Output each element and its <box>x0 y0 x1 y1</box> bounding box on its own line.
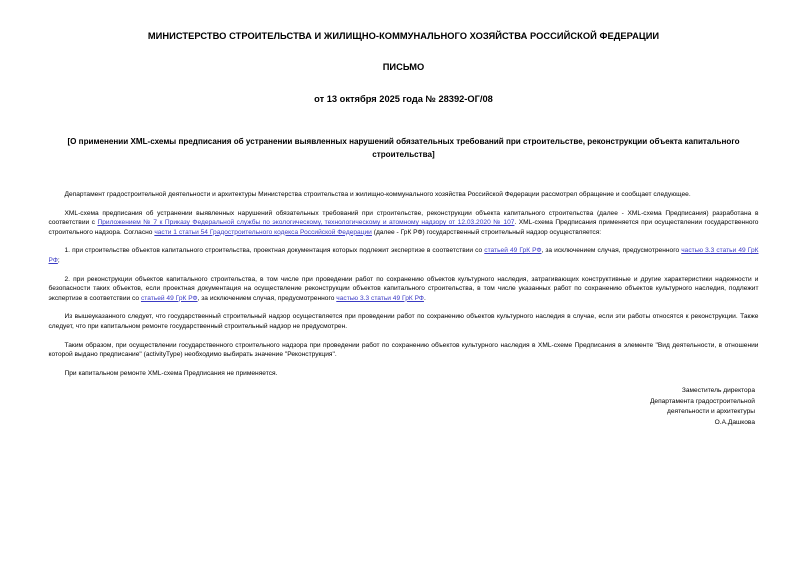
signature-name: О.А.Дашкова <box>714 418 755 426</box>
ministry-name: МИНИСТЕРСТВО СТРОИТЕЛЬСТВА И ЖИЛИЩНО-КОММУНАЛЬНОГО ХОЗЯЙСТВА РОССИЙСКОЙ ФЕДЕРАЦИИ <box>147 31 660 41</box>
paragraph-intro <box>49 190 759 200</box>
document-body <box>49 190 759 378</box>
text-fragment: XML-схема предписания об устранении выявленных нарушений обязательных требований при строительстве, реконструкции объекта капитального строительства (далее - XML-схема Предписания) разработана в соответствии с <box>48 209 759 227</box>
document-number-and-date: от 13 октября 2025 года № 28392-ОГ/08 <box>314 94 493 104</box>
paragraph-xml-schema-basis <box>49 209 759 238</box>
text-fragment: Из вышеуказанного следует, что государственный строительный надзор осуществляется при проведении работ по сохранению объектов культурного наследия в случае, если эти работы относятся к реконструкции. Также следует, что при капитальном ремонте государственный строительный надзор не предусмотрен. <box>48 313 759 330</box>
link-chast-3-3-stati-49-grk-rf-1[interactable]: частью 3.3 статьи 49 ГрК РФ <box>48 247 759 264</box>
document-kind: ПИСЬМО <box>382 62 425 72</box>
paragraph-item-2-reconstruction <box>49 275 759 304</box>
text-fragment: 1. при строительстве объектов капитального строительства, проектная документация которых подлежит экспертизе в соответствии со <box>64 247 485 255</box>
paragraph-item-1-construction <box>49 246 759 265</box>
text-fragment: ; <box>57 256 60 264</box>
signature-position-line-1: Заместитель директора <box>681 387 755 394</box>
paragraph-intro-text: Департамент градостроительной деятельности и архитектуры Министерства строительства и жилищно-коммунального хозяйства Российской Федерации рассмотрел обращение и сообщает следующее. <box>64 191 691 198</box>
link-chast-1-stati-54-grk-rf[interactable]: части 1 статьи 54 Градостроительного кодекса Российской Федерации <box>154 228 372 236</box>
link-statya-49-grk-rf-1[interactable]: статьей 49 ГрК РФ <box>484 247 542 255</box>
signature-position-line-2: Департамента градостроительной <box>649 397 755 405</box>
signature-block <box>650 386 755 428</box>
text-fragment: . <box>423 294 426 302</box>
document-header <box>0 0 807 106</box>
text-fragment: . XML-схема Предписания применяется при осуществлении государственного строительного надзора. Согласно <box>48 219 759 236</box>
paragraph-conclusion-supervision <box>49 312 759 331</box>
text-fragment: , за исключением случая, предусмотренного <box>197 294 337 302</box>
paragraph-activity-type-guidance <box>49 341 759 360</box>
text-fragment: Таким образом, при осуществлении государственного строительного надзора при проведении работ по сохранению объектов культурного наследия в XML-схеме Предписания в элементе "Вид деятельности, в отношении которой выдано предписание" (activityType) необходимо выбирать значение "Реконструкция". <box>48 341 759 359</box>
document-title: [О применении XML-схемы предписания об устранении выявленных нарушений обязательных требований при строительстве, реконструкции объекта капитального строительства] <box>67 137 740 159</box>
signature-position-line-3: деятельности и архитектуры <box>667 408 755 416</box>
text-fragment: (далее - ГрК РФ) государственный строительный надзор осуществляется: <box>371 228 602 236</box>
text-fragment: 2. при реконструкции объектов капитального строительства, в том числе при проведении работ по сохранению объектов культурного наследия, затрагивающих конструктивные и другие характеристики надежности и безопасности таких объектов, если проектная документация на осуществление реконструкции объектов капитального строительства, в том числе указанных работ по сохранению объектов культурного наследия, подлежит экспертизе в соответствии со <box>48 275 759 302</box>
link-chast-3-3-stati-49-grk-rf-2[interactable]: частью 3.3 статьи 49 ГрК РФ <box>336 294 424 302</box>
link-statya-49-grk-rf-2[interactable]: статьей 49 ГрК РФ <box>140 294 198 302</box>
text-fragment: , за исключением случая, предусмотренного <box>541 247 682 255</box>
link-prilozhenie-7-prikaz-107[interactable]: Приложением № 7 к Приказу Федеральной службы по экологическому, технологическому и атомному надзору от 12.03.2020 № 107 <box>97 219 515 227</box>
text-fragment: При капитальном ремонте XML-схема Предписания не применяется. <box>64 369 278 377</box>
paragraph-capital-repair <box>49 369 759 379</box>
